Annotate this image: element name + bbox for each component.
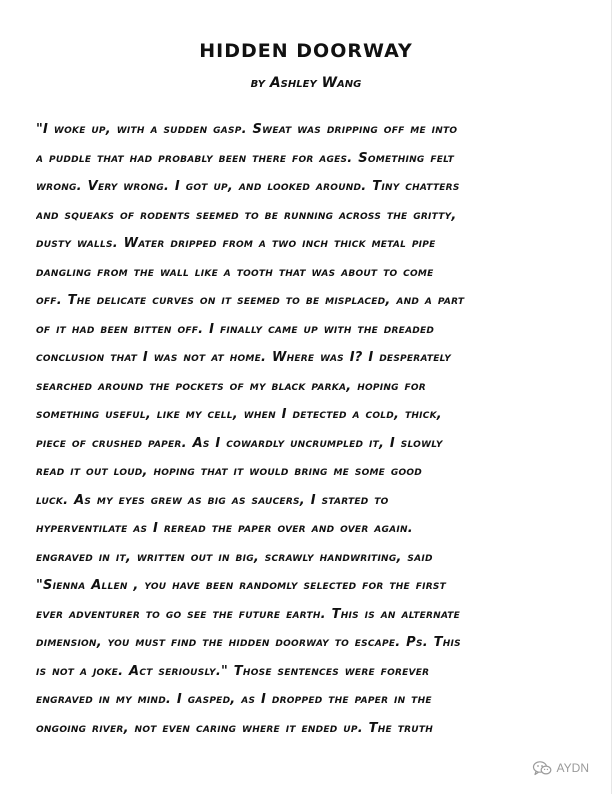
story-line: wrong. Very wrong. I got up, and looked around. Tiny chatters <box>36 179 460 194</box>
story-line: dimension, you must find the hidden doorway to escape. Ps. This <box>36 635 461 650</box>
watermark <box>532 760 589 776</box>
story-line: something useful, like my cell, when I detected a cold, thick, <box>36 407 442 422</box>
story-line: piece of crushed paper. As I cowardly uncrumpled it, I slowly <box>36 435 443 451</box>
document-byline: by Ashley Wang <box>250 75 362 91</box>
story-line: engraved in my mind. I gasped, as I dropped the paper in the <box>36 692 432 707</box>
story-line: conclusion that I was not at home. Where was I? I desperately <box>36 350 451 365</box>
story-line: read it out loud, hoping that it would bring me some good <box>36 464 423 479</box>
story-line: a puddle that had probably been there for ages. Something felt <box>36 150 455 166</box>
story-line: engraved in it, written out in big, scrawly handwriting, said <box>36 549 433 565</box>
story-line: ever adventurer to go see the future earth. This is an alternate <box>36 606 461 622</box>
story-line: dangling from the wall like a tooth that was about to come <box>36 264 434 280</box>
story-line: off. The delicate curves on it seemed to be misplaced, and a part <box>36 293 465 308</box>
wechat-icon <box>532 760 552 776</box>
story-line: and squeaks of rodents seemed to be running across the gritty, <box>36 207 457 223</box>
story-line: luck. As my eyes grew as big as saucers, I started to <box>36 492 389 508</box>
story-line: hyperventilate as I reread the paper over and over again. <box>36 521 413 536</box>
story-line: dusty walls. Water dripped from a two inch thick metal pipe <box>36 236 436 251</box>
story-line: ongoing river, not even caring where it ended up. The truth <box>36 720 434 736</box>
document-title: HIDDEN DOORWAY <box>199 40 413 62</box>
story-line: "I woke up, with a sudden gasp. Sweat was dripping off me into <box>36 122 458 137</box>
story-line: "Sienna Allen , you have been randomly selected for the first <box>36 578 446 593</box>
watermark-text: AYDN <box>556 761 589 775</box>
story-line: of it had been bitten off. I finally came up with the dreaded <box>36 321 435 337</box>
story-line: is not a joke. Act seriously." Those sentences were forever <box>36 663 430 679</box>
story-body <box>36 116 581 743</box>
story-line: searched around the pockets of my black parka, hoping for <box>36 378 426 394</box>
